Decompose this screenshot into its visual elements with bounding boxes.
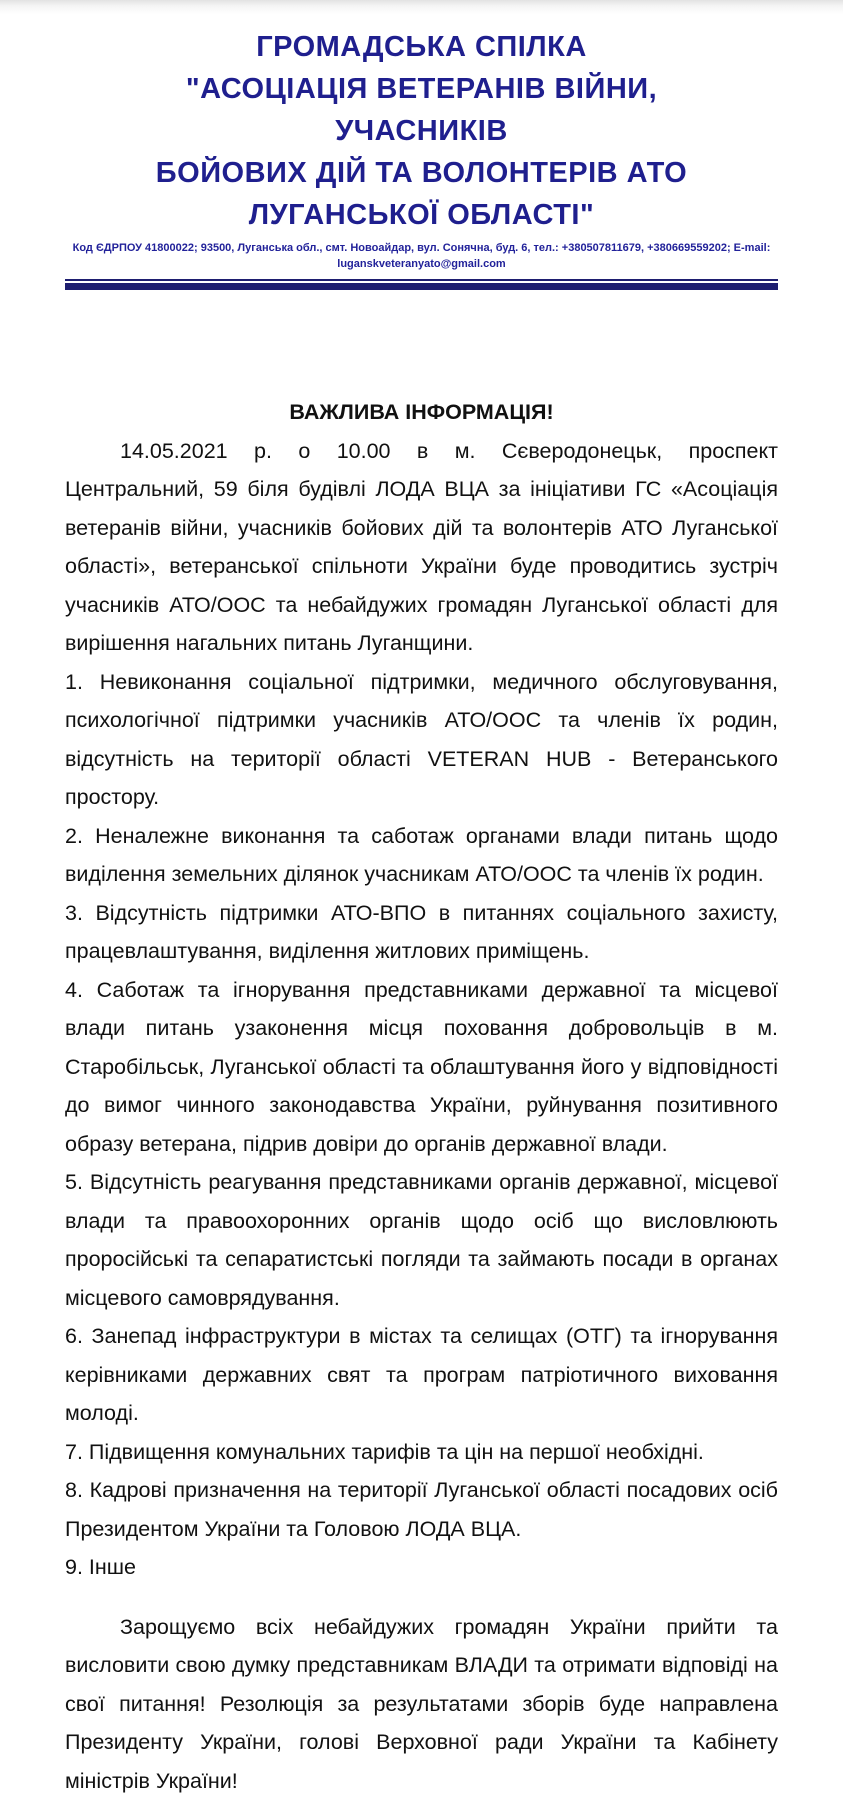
divider-thick-line	[65, 283, 778, 290]
list-item: 6. Занепад інфраструктури в містах та селищах (ОТГ) та ігнорування керівниками державних свят та програм патріотичного виховання молоді.	[65, 1317, 778, 1433]
org-title-line: ЛУГАНСЬКОЇ ОБЛАСТІ"	[0, 194, 843, 236]
org-title-line: ГРОМАДСЬКА СПІЛКА	[0, 26, 843, 68]
letterhead-divider	[65, 279, 778, 290]
list-item: 5. Відсутність реагування представниками органів державної, місцевої влади та правоохоронних органів щодо осіб що висловлюють проросійські та сепаратистські погляди та займають посади в органах місцевого самоврядування.	[65, 1163, 778, 1317]
document-body	[65, 393, 778, 1800]
contact-info: Код ЄДРПОУ 41800022; 93500, Луганська обл., смт. Новоайдар, вул. Сонячна, буд. 6, тел.: +380507811679, +380669559202; E-mail:	[73, 242, 771, 254]
letterhead	[0, 0, 843, 290]
contact-email: luganskveteranyato@gmail.com	[337, 258, 505, 270]
list-item: 1. Невиконання соціальної підтримки, медичного обслуговування, психологічної підтримки учасників АТО/ООС та членів їх родин, відсутність на території області VETERAN HUB - Ветеранського простору.	[65, 663, 778, 817]
org-title-line: УЧАСНИКІВ	[0, 110, 843, 152]
list-item: 3. Відсутність підтримки АТО-ВПО в питаннях соціального захисту, працевлаштування, виділення житлових приміщень.	[65, 894, 778, 971]
closing-paragraph: Зарощуємо всіх небайдужих громадян України прийти та висловити свою думку представникам ВЛАДИ та отримати відповіді на свої питання! Резолюція за результатами зборів буде направлена Президенту України, голові Верховної ради України та Кабінету міністрів України!	[65, 1608, 778, 1800]
list-item: 7. Підвищення комунальних тарифів та цін на першої необхідні.	[65, 1433, 778, 1472]
list-item: 8. Кадрові призначення на території Луганської області посадових осіб Президентом України та Головою ЛОДА ВЦА.	[65, 1471, 778, 1548]
list-item: 4. Саботаж та ігнорування представниками державної та місцевої влади питань узаконення місця поховання добровольців в м. Старобільськ, Луганської області та облаштування його у відповідності до вимог чинного законодавства України, руйнування позитивного образу ветерана, підрив довіри до органів державної влади.	[65, 971, 778, 1164]
org-title-line: "АСОЦІАЦІЯ ВЕТЕРАНІВ ВІЙНИ,	[0, 68, 843, 110]
intro-paragraph: 14.05.2021 р. о 10.00 в м. Сєверодонецьк, проспект Центральний, 59 біля будівлі ЛОДА ВЦА за ініціативи ГС «Асоціація ветеранів війни, учасників бойових дій та волонтерів АТО Луганської області», ветеранської спільноти України буде проводитись зустріч учасників АТО/ООС та небайдужих громадян Луганської області для вирішення нагальних питань Луганщини.	[65, 432, 778, 663]
contact-block	[65, 240, 778, 272]
page-top-shadow	[0, 0, 843, 14]
notice-heading: ВАЖЛИВА ІНФОРМАЦІЯ!	[65, 393, 778, 432]
divider-thin-line	[65, 279, 778, 281]
list-item: 2. Неналежне виконання та саботаж органами влади питань щодо виділення земельних ділянок учасникам АТО/ООС та членів їх родин.	[65, 817, 778, 894]
org-title-line: БОЙОВИХ ДІЙ ТА ВОЛОНТЕРІВ АТО	[0, 152, 843, 194]
list-item: 9. Інше	[65, 1548, 778, 1587]
org-title	[0, 26, 843, 236]
